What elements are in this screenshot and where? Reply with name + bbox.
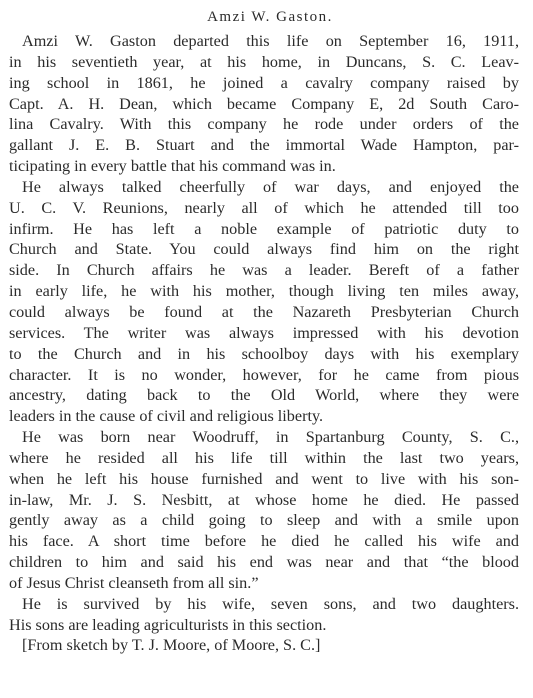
text-line: He is survived by his wife, seven sons, and two daughters. [22,594,519,613]
text-line: U. C. V. Reunions, nearly all of which he attended till too [9,198,519,217]
text-line: when he left his house furnished and went to live with his son- [9,469,519,488]
paragraph-death [9,427,519,594]
text-line: to the Church and in his schoolboy days with his exemplary [9,344,519,363]
text-line: gallant J. E. B. Stuart and the immortal Wade Hampton, par- [9,136,519,155]
text-line: character. It is no wonder, however, for he came from pious [9,365,519,384]
text-line: Church and State. You could always find him on the right [9,240,519,259]
paragraph-service [9,31,519,177]
text-line: He always talked cheerfully of war days, and enjoyed the [22,177,519,196]
text-line: gently away as a child going to sleep and with a smile upon [9,511,519,530]
text-line: children to him and said his end was near and that “the blood [9,553,519,572]
paragraph-character [9,177,519,427]
text-line: side. In Church affairs he was a leader. Bereft of a father [9,261,519,280]
text-line: He was born near Woodruff, in Spartanburg County, S. C., [22,428,519,447]
text-line: could always be found at the Nazareth Presbyterian Church [9,302,519,321]
text-line: of Jesus Christ cleanseth from all sin.” [9,573,259,592]
text-line: ing school in 1861, he joined a cavalry company raised by [9,73,519,92]
obituary-page [9,8,519,656]
paragraph-survivors [9,594,519,636]
source-note: [From sketch by T. J. Moore, of Moore, S. C.] [22,636,321,655]
text-line: lina Cavalry. With this company he rode under orders of the [9,115,519,134]
text-line: ticipating in every battle that his command was in. [9,157,336,176]
text-line: Amzi W. Gaston departed this life on September 16, 1911, [22,32,519,50]
text-line: his face. A short time before he died he called his wife and [9,532,519,551]
text-line: in his seventieth year, at his home, in Duncans, S. C. Leav- [9,52,519,71]
text-line: in-law, Mr. J. S. Nesbitt, at whose home he died. He passed [9,490,519,509]
text-line: in early life, he with his mother, though living ten miles away, [9,282,519,301]
text-line: Capt. A. H. Dean, which became Company E, 2d South Caro- [9,94,519,113]
obituary-title: Amzi W. Gaston. [207,9,333,25]
text-line: leaders in the cause of civil and religious liberty. [9,407,324,426]
paragraph-source [9,635,519,656]
text-line: where he resided all his life till within the last two years, [9,448,519,467]
text-line: services. The writer was always impressed with his devotion [9,323,519,342]
text-line: ancestry, dating back to the Old World, where they were [9,386,519,405]
text-line: infirm. He has left a noble example of patriotic duty to [9,219,519,238]
text-line: His sons are leading agriculturists in this section. [9,615,327,634]
